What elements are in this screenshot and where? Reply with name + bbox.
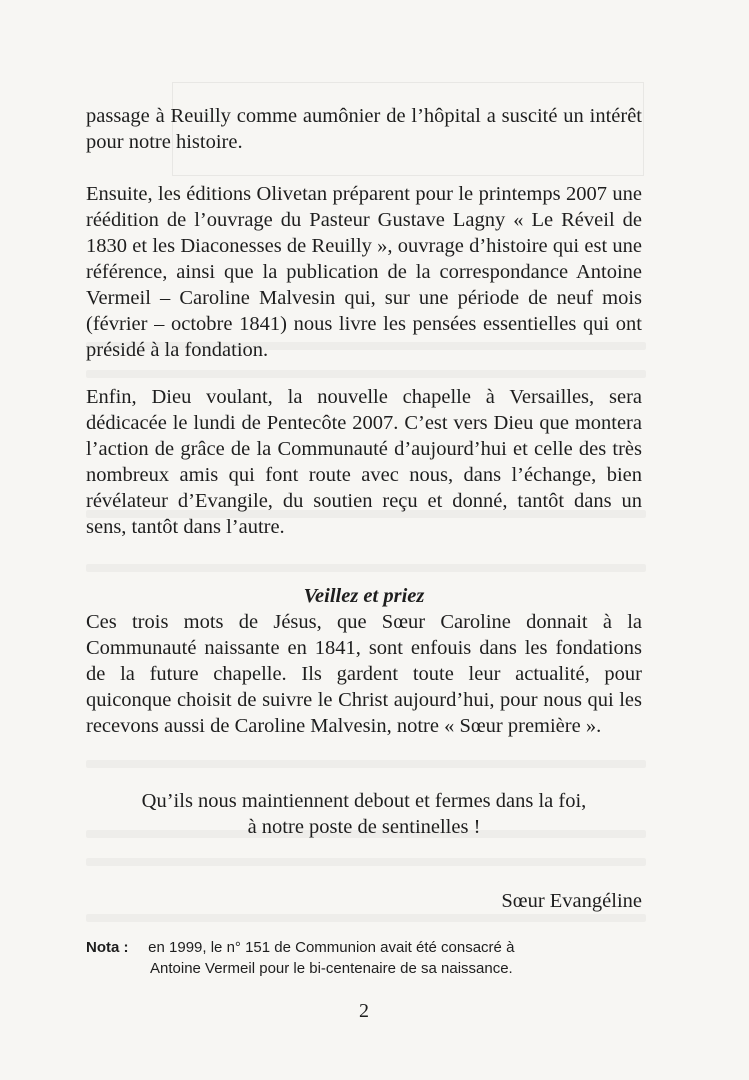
show-through-line	[86, 760, 646, 768]
nota-line-1: en 1999, le n° 151 de Communion avait été consacré à	[148, 939, 515, 956]
page-number: 2	[359, 1000, 369, 1022]
closing-line-1: Qu’ils nous maintiennent debout et fermes dans la foi,	[141, 790, 587, 812]
section-title: Veillez et priez	[303, 585, 425, 607]
nota-line-2: Antoine Vermeil pour le bi-centenaire de sa naissance.	[150, 960, 513, 977]
paragraph-1: passage à Reuilly comme aumônier de l’hôpital a suscité un intérêt pour notre histoire.	[86, 105, 642, 153]
paragraph-2: Ensuite, les éditions Olivetan préparent pour le printemps 2007 une réédition de l’ouvrage du Pasteur Gustave Lagny « Le Réveil de 1830 et les Diaconesses de Reuilly », ouvrage d’histoire qui est une référence, ainsi que la publication de la correspondance Antoine Vermeil – Caroline Malvesin qui, sur une période de neuf mois (février – octobre 1841) nous livre les pensées essentielles qui ont présidé à la fondation.	[86, 183, 642, 361]
closing-lines	[86, 788, 642, 840]
section-paragraph: Ces trois mots de Jésus, que Sœur Caroline donnait à la Communauté naissante en 1841, sont enfouis dans les fondations de la future chapelle. Ils gardent toute leur actualité, pour quiconque choisit de suivre le Christ aujourd’hui, pour nous qui les recevons aussi de Caroline Malvesin, notre « Sœur première ».	[86, 611, 642, 737]
show-through-line	[86, 564, 646, 572]
show-through-line	[86, 858, 646, 866]
signature: Sœur Evangéline	[501, 890, 642, 912]
nota-footnote	[86, 937, 646, 979]
show-through-line	[86, 914, 646, 922]
paragraph-3: Enfin, Dieu voulant, la nouvelle chapelle à Versailles, sera dédicacée le lundi de Pentecôte 2007. C’est vers Dieu que montera l’action de grâce de la Communauté d’aujourd’hui et celle des très nombreux amis qui font route avec nous, dans l’échange, bien révélateur d’Evangile, du soutien reçu et donné, tantôt dans un sens, tantôt dans l’autre.	[86, 386, 642, 538]
closing-line-2: à notre poste de sentinelles !	[247, 816, 481, 838]
show-through-line	[86, 370, 646, 378]
nota-label: Nota :	[86, 939, 129, 956]
